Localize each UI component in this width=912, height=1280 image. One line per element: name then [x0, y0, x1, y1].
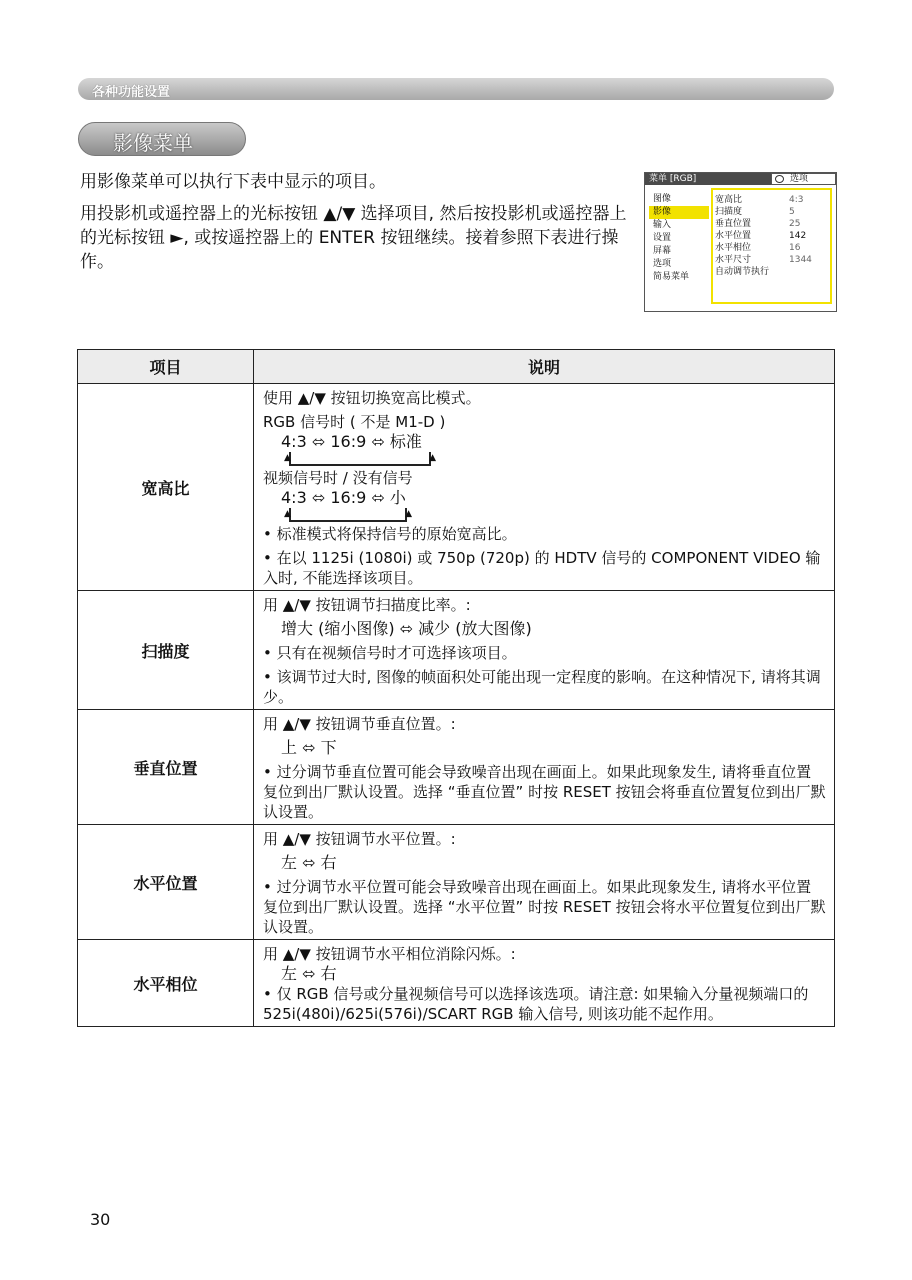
arrow-up-icon: ▲ — [405, 509, 412, 519]
osd-setting-value: 1344 — [789, 255, 812, 265]
desc-line: 使用 ▲/▼ 按钮切换宽高比模式。 — [263, 389, 481, 407]
row-description — [254, 940, 835, 1027]
osd-setting-label: 自动调节执行 — [715, 267, 770, 277]
row-item-label: 垂直位置 — [78, 710, 254, 825]
settings-table — [77, 349, 835, 1027]
table-row — [78, 825, 835, 940]
table-row — [78, 384, 835, 591]
osd-setting-label: 水平尺寸 — [715, 255, 752, 265]
section-header-bar — [78, 78, 834, 100]
rotate-icon — [775, 175, 784, 183]
row-item-label: 宽高比 — [78, 384, 254, 591]
osd-setting-value: 142 — [789, 231, 807, 241]
osd-setting-label: 宽高比 — [715, 195, 743, 205]
desc-cycle-text: 4:3 ⬄ 16:9 ⬄ 标准 — [281, 432, 422, 451]
desc-bullet: • 仅 RGB 信号或分量视频信号可以选择该选项。请注意: 如果输入分量视频端口的 525i(480i)/625i(576i)/SCART RGB 输入信号, 则该功能不起作用。 — [263, 985, 809, 1023]
desc-bullet: • 标准模式将保持信号的原始宽高比。 — [263, 525, 517, 543]
osd-menu-item: 选项 — [653, 259, 672, 269]
desc-range: 左 ⬄ 右 — [281, 964, 337, 983]
osd-menu-item: 输入 — [653, 220, 672, 230]
column-header-description: 说明 — [254, 350, 835, 384]
row-item-label: 水平相位 — [78, 940, 254, 1027]
desc-line: 视频信号时 / 没有信号 — [263, 469, 413, 487]
osd-menu-item: 设置 — [653, 233, 672, 243]
desc-line: 用 ▲/▼ 按钮调节水平相位消除闪烁。: — [263, 945, 516, 963]
menu-title-badge — [78, 122, 246, 156]
osd-setting-value: 16 — [789, 243, 801, 253]
desc-line: 用 ▲/▼ 按钮调节垂直位置。: — [263, 715, 456, 733]
row-item-label: 水平位置 — [78, 825, 254, 940]
desc-line: 用 ▲/▼ 按钮调节扫描度比率。: — [263, 596, 471, 614]
desc-bullet: • 过分调节垂直位置可能会导致噪音出现在画面上。如果此现象发生, 请将垂直位置复位到出厂默认设置。选择 “垂直位置” 时按 RESET 按钮会将垂直位置复位到出厂默认设置。 — [263, 763, 826, 821]
desc-range: 上 ⬄ 下 — [281, 738, 337, 757]
osd-setting-row — [713, 218, 830, 230]
desc-line: RGB 信号时 ( 不是 M1-D ) — [263, 413, 446, 431]
osd-title: 菜单 [RGB] — [649, 174, 697, 184]
desc-range: 左 ⬄ 右 — [281, 853, 337, 872]
osd-menu-item: 屏幕 — [653, 246, 672, 256]
desc-line: 用 ▲/▼ 按钮调节水平位置。: — [263, 830, 456, 848]
menu-title-text: 影像菜单 — [113, 131, 193, 155]
intro-line-2: 用投影机或遥控器上的光标按钮 ▲/▼ 选择项目, 然后按投影机或遥控器上的光标按钮 ►, 或按遥控器上的 ENTER 按钮继续。接着参照下表进行操作。 — [80, 204, 627, 272]
osd-left-menu — [649, 193, 709, 284]
desc-bullet: • 只有在视频信号时才可选择该项目。 — [263, 644, 517, 662]
osd-setting-label: 扫描度 — [715, 207, 743, 217]
osd-menu-item: 图像 — [653, 194, 672, 204]
cycle-return-arrow — [284, 508, 412, 524]
desc-bullet: • 过分调节水平位置可能会导致噪音出现在画面上。如果此现象发生, 请将水平位置复位到出厂默认设置。选择 “水平位置” 时按 RESET 按钮会将水平位置复位到出厂默认设置。 — [263, 878, 826, 936]
table-row — [78, 940, 835, 1027]
desc-cycle-text: 4:3 ⬄ 16:9 ⬄ 小 — [281, 488, 406, 507]
section-title: 各种功能设置 — [92, 85, 171, 100]
osd-option-label: 选项 — [790, 174, 809, 184]
table-row — [78, 710, 835, 825]
table-row — [78, 591, 835, 710]
osd-setting-value: 4:3 — [789, 195, 804, 205]
arrow-up-icon: ▲ — [284, 453, 291, 463]
row-description — [254, 591, 835, 710]
arrow-up-icon: ▲ — [284, 509, 291, 519]
osd-setting-label: 水平位置 — [715, 231, 752, 241]
osd-setting-value: 25 — [789, 219, 801, 229]
osd-setting-label: 垂直位置 — [715, 219, 752, 229]
desc-bullet: • 该调节过大时, 图像的帧面积处可能出现一定程度的影响。在这种情况下, 请将其调少。 — [263, 668, 821, 706]
osd-setting-row — [713, 254, 830, 266]
osd-menu-item-selected: 影像 — [649, 206, 709, 219]
osd-menu-preview — [644, 172, 837, 312]
page-number: 30 — [90, 1210, 111, 1229]
row-description — [254, 825, 835, 940]
osd-option-button — [771, 173, 836, 185]
osd-setting-label: 水平相位 — [715, 243, 752, 253]
arrow-up-icon: ▲ — [429, 453, 436, 463]
osd-setting-row — [713, 230, 830, 242]
osd-menu-item: 简易菜单 — [653, 272, 690, 282]
osd-setting-value: 5 — [789, 207, 795, 217]
osd-setting-row — [713, 266, 830, 278]
row-description — [254, 710, 835, 825]
desc-bullet: • 在以 1125i (1080i) 或 750p (720p) 的 HDTV 信号的 COMPONENT VIDEO 输入时, 不能选择该项目。 — [263, 549, 821, 587]
desc-range: 增大 (缩小图像) ⬄ 减少 (放大图像) — [281, 619, 532, 638]
osd-setting-row — [713, 206, 830, 218]
osd-setting-row — [713, 242, 830, 254]
osd-setting-row — [713, 194, 830, 206]
cycle-return-arrow — [284, 452, 436, 468]
row-item-label: 扫描度 — [78, 591, 254, 710]
intro-line-1: 用影像菜单可以执行下表中显示的项目。 — [80, 172, 386, 192]
osd-header — [645, 173, 836, 185]
column-header-item: 项目 — [78, 350, 254, 384]
row-description — [254, 384, 835, 591]
osd-right-panel — [711, 188, 832, 304]
table-header-row — [78, 350, 835, 384]
